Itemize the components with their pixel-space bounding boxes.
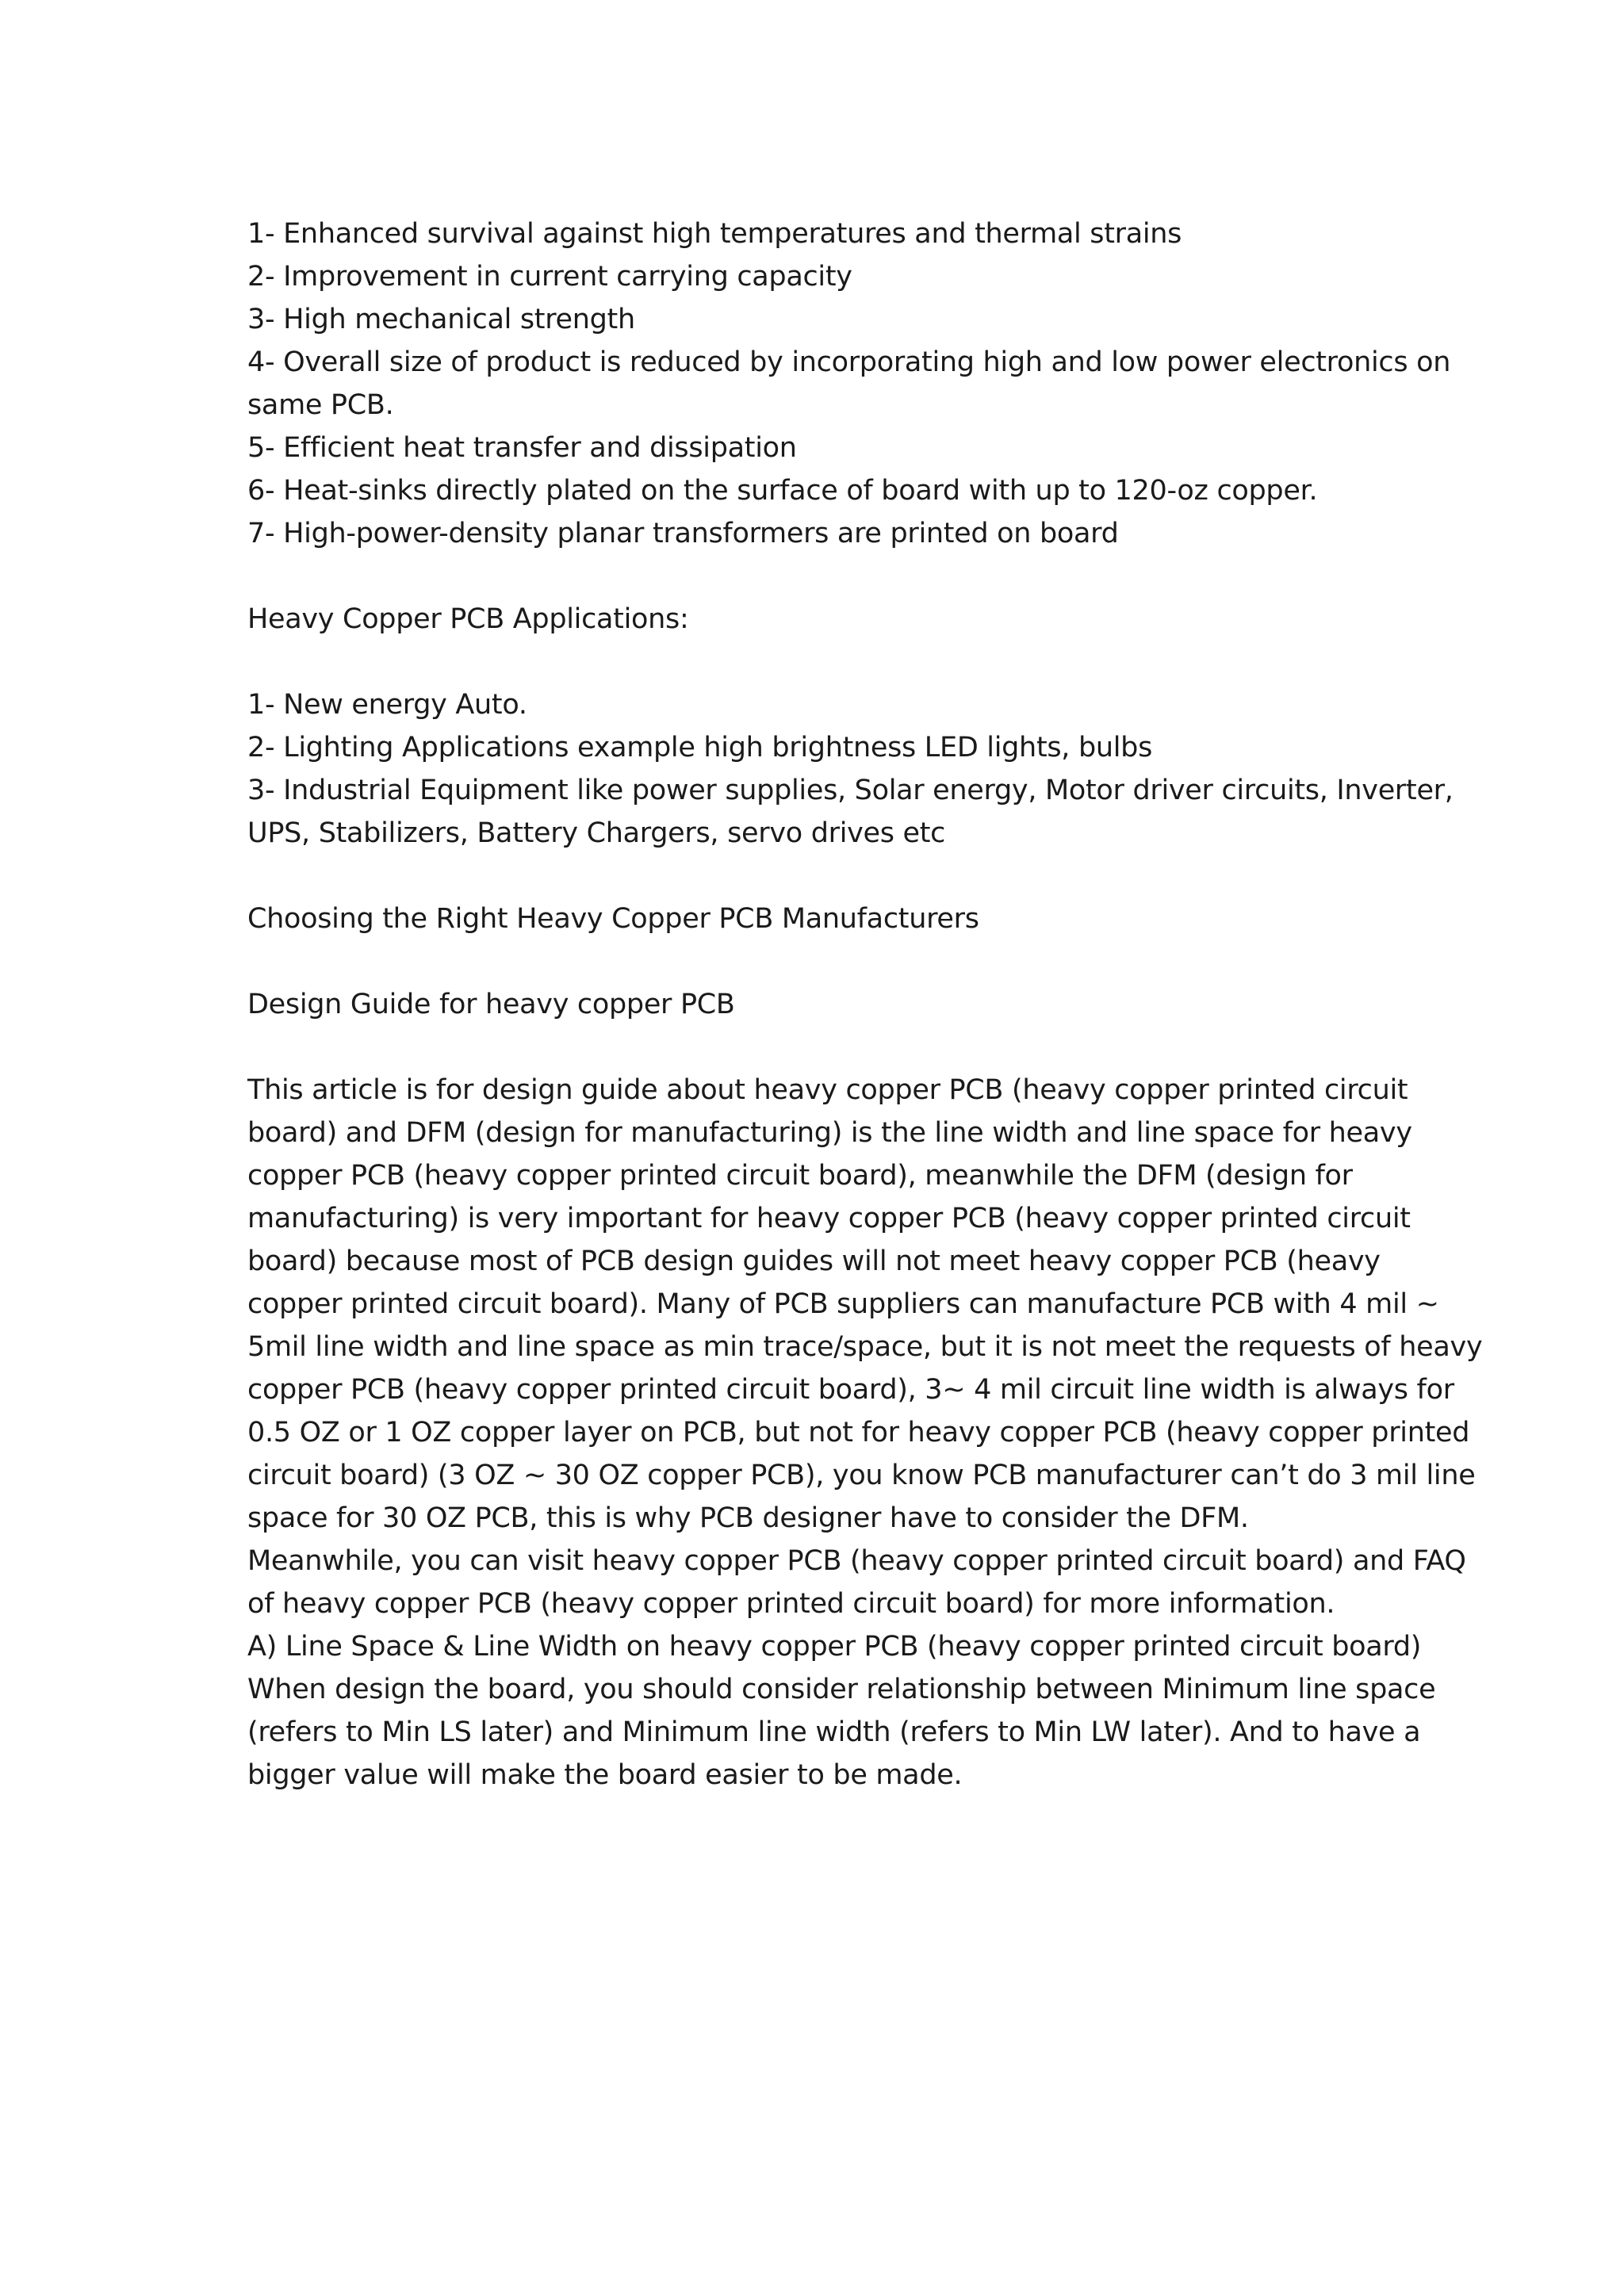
spacer xyxy=(247,940,1389,983)
paragraph-line: manufacturing) is very important for heavy copper PCB (heavy copper printed circuit xyxy=(247,1203,1411,1234)
spacer xyxy=(247,555,1389,598)
list-item: 4- Overall size of product is reduced by incorporating high and low power electronics on xyxy=(247,346,1451,378)
paragraph-line: circuit board) (3 OZ ~ 30 OZ copper PCB), you know PCB manufacturer can’t do 3 mil line xyxy=(247,1460,1476,1491)
list-item: 6- Heat-sinks directly plated on the surface of board with up to 120-oz copper. xyxy=(247,475,1318,507)
paragraph-line: board) and DFM (design for manufacturing) is the line width and line space for heavy xyxy=(247,1117,1412,1149)
choosing-heading: Choosing the Right Heavy Copper PCB Manufacturers xyxy=(247,903,979,935)
paragraph-line: This article is for design guide about heavy copper PCB (heavy copper printed circuit xyxy=(247,1074,1408,1106)
paragraph-line: copper PCB (heavy copper printed circuit board), meanwhile the DFM (design for xyxy=(247,1160,1353,1192)
paragraph-line: copper PCB (heavy copper printed circuit board), 3~ 4 mil circuit line width is always for xyxy=(247,1374,1454,1406)
list-item: 3- High mechanical strength xyxy=(247,304,635,335)
paragraph-line: copper printed circuit board). Many of PCB suppliers can manufacture PCB with 4 mil ~ xyxy=(247,1288,1439,1320)
list-item: 1- Enhanced survival against high temperatures and thermal strains xyxy=(247,218,1182,250)
list-item: 2- Lighting Applications example high brightness LED lights, bulbs xyxy=(247,732,1153,763)
design-guide-heading: Design Guide for heavy copper PCB xyxy=(247,989,735,1020)
list-item-continuation: same PCB. xyxy=(247,389,394,421)
document-body xyxy=(247,212,1483,1797)
list-item: 2- Improvement in current carrying capacity xyxy=(247,261,852,293)
paragraph-line: 0.5 OZ or 1 OZ copper layer on PCB, but not for heavy copper PCB (heavy copper printed xyxy=(247,1417,1470,1448)
list-item: 5- Efficient heat transfer and dissipation xyxy=(247,432,797,464)
applications-heading: Heavy Copper PCB Applications: xyxy=(247,603,689,635)
paragraph-line: Meanwhile, you can visit heavy copper PCB (heavy copper printed circuit board) and FAQ xyxy=(247,1545,1466,1577)
spacer xyxy=(247,855,1389,897)
list-item: 1- New energy Auto. xyxy=(247,689,527,721)
list-item-continuation: UPS, Stabilizers, Battery Chargers, servo drives etc xyxy=(247,817,946,849)
paragraph-line: board) because most of PCB design guides will not meet heavy copper PCB (heavy xyxy=(247,1246,1381,1277)
spacer xyxy=(247,1026,1389,1069)
paragraph-line: space for 30 OZ PCB, this is why PCB designer have to consider the DFM. xyxy=(247,1502,1249,1534)
paragraph-line: When design the board, you should consider relationship between Minimum line space xyxy=(247,1674,1436,1705)
paragraph-line: (refers to Min LS later) and Minimum line width (refers to Min LW later). And to have a xyxy=(247,1716,1421,1748)
paragraph-line: of heavy copper PCB (heavy copper printed circuit board) for more information. xyxy=(247,1588,1335,1620)
article-paragraph xyxy=(247,1069,1483,1797)
list-item: 7- High-power-density planar transformers are printed on board xyxy=(247,518,1119,549)
spacer xyxy=(247,641,1389,683)
applications-list xyxy=(247,683,1454,855)
section-heading-line: A) Line Space & Line Width on heavy copper PCB (heavy copper printed circuit board) xyxy=(247,1631,1422,1663)
list-item: 3- Industrial Equipment like power supplies, Solar energy, Motor driver circuits, Inverter, xyxy=(247,775,1454,806)
paragraph-line: bigger value will make the board easier to be made. xyxy=(247,1759,963,1791)
paragraph-line: 5mil line width and line space as min trace/space, but it is not meet the requests of heavy xyxy=(247,1331,1483,1363)
benefits-list xyxy=(247,212,1451,555)
